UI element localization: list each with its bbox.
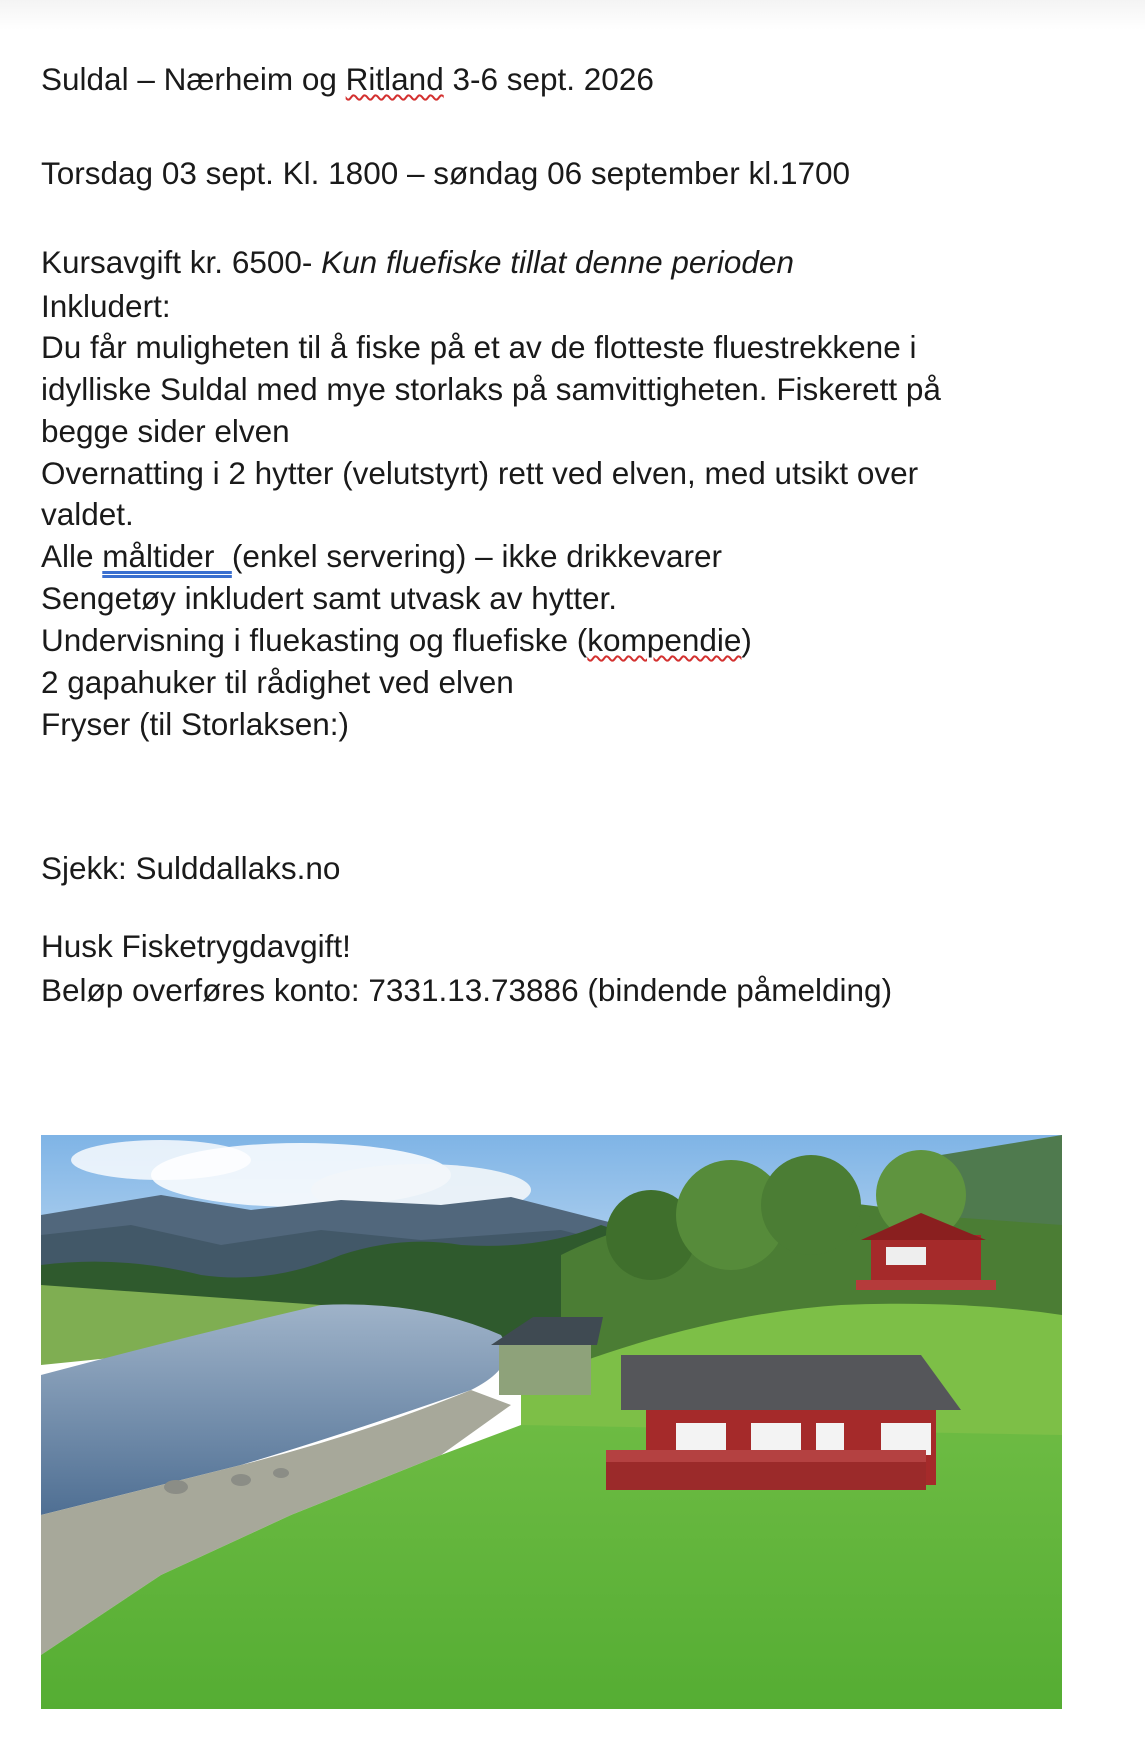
document-body [41, 56, 1081, 1012]
course-fee [41, 239, 1081, 286]
teaching-prefix: Undervisning i fluekasting og fluefiske ( [41, 622, 588, 658]
river-cabin-photo [41, 1135, 1062, 1709]
title-dates: 3-6 sept. 2026 [443, 61, 654, 97]
fee-amount: Kursavgift kr. 6500- [41, 244, 322, 280]
grammar-flagged-word[interactable]: måltider [102, 538, 232, 574]
shelters-line: 2 gapahuker til rådighet ved elven [41, 664, 514, 700]
spelling-flagged-word[interactable]: kompendie [587, 622, 742, 658]
included-line: Overnatting i 2 hytter (velutstyrt) rett ved elven, med utsikt over [41, 455, 919, 491]
included-line: Du får muligheten til å fiske på et av de flotteste fluestrekkene i [41, 329, 917, 365]
payment-line: Beløp overføres konto: 7331.13.73886 (bindende påmelding) [41, 972, 893, 1008]
included-heading: Inkludert: [41, 288, 171, 324]
meals-line [41, 535, 1081, 577]
included-line: begge sider elven [41, 413, 290, 449]
website-line: Sjekk: Sulddallaks.no [41, 850, 341, 886]
included-line: valdet. [41, 496, 134, 532]
event-dates: Torsdag 03 sept. Kl. 1800 – søndag 06 september kl.1700 [41, 155, 851, 191]
title-text: Suldal – Nærheim og [41, 61, 346, 97]
freezer-line: Fryser (til Storlaksen:) [41, 706, 350, 742]
document-title [41, 56, 1081, 103]
page-top-shadow [0, 0, 1145, 30]
meals-suffix: (enkel servering) – ikke drikkevarer [231, 538, 723, 574]
reminder-line: Husk Fisketrygdavgift! [41, 928, 351, 964]
teaching-suffix: ) [741, 622, 752, 658]
bedding-line: Sengetøy inkludert samt utvask av hytter. [41, 580, 618, 616]
meals-prefix: Alle [41, 538, 103, 574]
main-cabin [606, 1355, 961, 1490]
spelling-flagged-word[interactable]: Ritland [345, 61, 444, 97]
teaching-line [41, 619, 1081, 661]
included-line: idylliske Suldal med mye storlaks på samvittigheten. Fiskerett på [41, 371, 941, 407]
fee-note: Kun fluefiske tillat denne perioden [321, 244, 794, 280]
